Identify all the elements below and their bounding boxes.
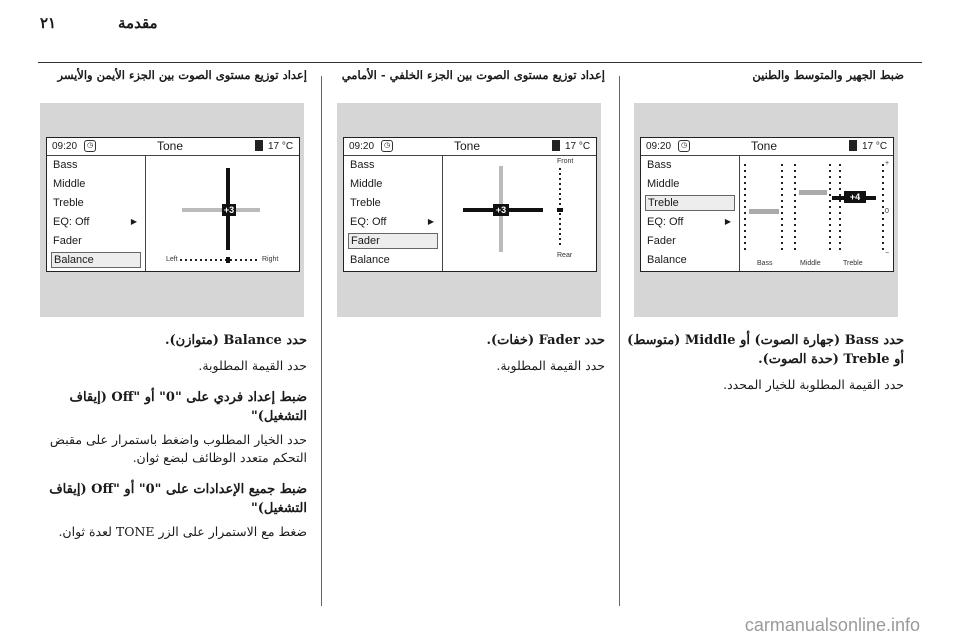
display bbox=[343, 137, 597, 272]
menu-item-bass[interactable]: Bass bbox=[350, 159, 375, 171]
axis-label-rear: Rear bbox=[557, 252, 573, 259]
bass-level-bar bbox=[749, 209, 779, 214]
clock-icon: ◷ bbox=[381, 140, 393, 152]
menu-item-treble[interactable]: Treble bbox=[350, 197, 381, 209]
menu-item-bass[interactable]: Bass bbox=[647, 159, 672, 171]
paragraph: حدد الخيار المطلوب واضغط باستمرار على مقبض التحكم متعدد الوظائف لبضع ثوان. bbox=[49, 431, 307, 465]
paragraph: حدد Bass (جهارة الصوت) أو Middle (متوسط) أو Treble (حدة الصوت). bbox=[627, 333, 904, 367]
menu-item-eq[interactable]: EQ: Off ▶ bbox=[647, 216, 731, 228]
menu-item-balance[interactable]: Balance bbox=[51, 252, 141, 268]
axis-label-left: Left bbox=[166, 256, 178, 263]
clock-icon: ◷ bbox=[84, 140, 96, 152]
column-tone bbox=[624, 68, 904, 82]
menu-item-eq[interactable]: EQ: Off ▶ bbox=[350, 216, 434, 228]
section-title: مقدمة bbox=[118, 14, 158, 32]
temperature: 17 °C bbox=[565, 141, 591, 152]
page-number: ٢١ bbox=[40, 14, 57, 32]
menu-item-treble[interactable]: Treble bbox=[645, 195, 735, 211]
menu-item-middle[interactable]: Middle bbox=[53, 178, 86, 190]
menu-item-balance[interactable]: Balance bbox=[647, 254, 687, 266]
axis-label-right: Right bbox=[262, 256, 279, 263]
paragraph: حدد القيمة المطلوبة. bbox=[198, 357, 307, 373]
display bbox=[640, 137, 894, 272]
paragraph: ضبط جميع الإعدادات على "0" أو "Off (إيقاف التشغيل)" bbox=[49, 481, 307, 516]
display bbox=[46, 137, 300, 272]
menu-item-eq[interactable]: EQ: Off ▶ bbox=[53, 216, 137, 228]
balance-knob[interactable]: +3 bbox=[223, 205, 235, 215]
screen-fader bbox=[337, 103, 601, 317]
screen-balance bbox=[40, 103, 304, 317]
column-title: إعداد توزيع مستوى الصوت بين الجزء الخلفي - الأمامي bbox=[341, 68, 605, 82]
fader-scale-marker bbox=[557, 208, 563, 212]
paragraph: حدد Fader (خفات). bbox=[486, 333, 605, 348]
tone-menu bbox=[47, 156, 146, 271]
balance-area bbox=[146, 156, 299, 271]
axis-label-treble: Treble bbox=[843, 260, 863, 267]
column-divider bbox=[619, 76, 620, 606]
menu-item-treble[interactable]: Treble bbox=[53, 197, 84, 209]
column-fader-text bbox=[325, 332, 605, 375]
paragraph: ضبط إعداد فردي على "0" أو "Off (إيقاف التشغيل)" bbox=[69, 389, 307, 424]
column-title: إعداد توزيع مستوى الصوت بين الجزء الأيمن والأيسر bbox=[57, 68, 307, 82]
scale-mark-minus: − bbox=[885, 250, 890, 257]
thermometer-icon bbox=[255, 140, 263, 151]
tone-menu bbox=[641, 156, 740, 271]
clock-time: 09:20 bbox=[646, 141, 672, 152]
clock-icon: ◷ bbox=[678, 140, 690, 152]
balance-horizontal-bar bbox=[182, 208, 260, 212]
fader-knob[interactable]: +3 bbox=[493, 204, 509, 216]
paragraph: حدد القيمة المطلوبة. bbox=[496, 357, 605, 373]
scale-mark-zero: 0 bbox=[885, 208, 889, 215]
column-divider bbox=[321, 76, 322, 606]
screen-title: Tone bbox=[751, 139, 778, 153]
thermometer-icon bbox=[849, 140, 857, 151]
arrow-right-icon: ▶ bbox=[427, 217, 434, 226]
treble-knob[interactable]: +4 bbox=[844, 191, 866, 203]
column-tone-text bbox=[624, 332, 904, 394]
menu-item-fader[interactable]: Fader bbox=[348, 233, 438, 249]
screen-title: Tone bbox=[454, 139, 481, 153]
column-balance-text bbox=[27, 332, 307, 541]
fader-area bbox=[443, 156, 596, 271]
fader-graph bbox=[443, 156, 595, 268]
thermometer-icon bbox=[552, 140, 560, 151]
equalizer-graph bbox=[740, 156, 892, 268]
column-balance bbox=[27, 68, 307, 82]
menu-item-middle[interactable]: Middle bbox=[647, 178, 680, 190]
middle-level-bar bbox=[799, 190, 827, 195]
axis-label-front: Front bbox=[557, 158, 574, 165]
watermark: carmanualsonline.info bbox=[744, 615, 920, 635]
temperature: 17 °C bbox=[268, 141, 294, 152]
status-bar bbox=[641, 138, 893, 156]
column-fader bbox=[325, 68, 605, 82]
menu-item-balance[interactable]: Balance bbox=[350, 254, 390, 266]
temperature: 17 °C bbox=[862, 141, 888, 152]
status-bar bbox=[344, 138, 596, 156]
tone-menu bbox=[344, 156, 443, 271]
menu-item-middle[interactable]: Middle bbox=[350, 178, 383, 190]
paragraph: ضغط مع الاستمرار على الزر TONE لعدة ثوان. bbox=[58, 523, 307, 539]
axis-label-middle: Middle bbox=[800, 260, 821, 267]
menu-item-bass[interactable]: Bass bbox=[53, 159, 78, 171]
screen-title: Tone bbox=[157, 139, 184, 153]
clock-time: 09:20 bbox=[349, 141, 375, 152]
balance-scale-marker bbox=[226, 257, 230, 263]
equalizer-area bbox=[740, 156, 893, 271]
status-bar bbox=[47, 138, 299, 156]
column-title: ضبط الجهير والمتوسط والطنين bbox=[752, 68, 904, 82]
menu-item-fader[interactable]: Fader bbox=[53, 235, 82, 247]
arrow-right-icon: ▶ bbox=[130, 217, 137, 226]
paragraph: حدد القيمة المطلوبة للخيار المحدد. bbox=[723, 376, 904, 392]
paragraph: حدد Balance (متوازن). bbox=[164, 333, 307, 348]
menu-item-fader[interactable]: Fader bbox=[647, 235, 676, 247]
screen-tone bbox=[634, 103, 898, 317]
scale-mark-plus: + bbox=[885, 160, 890, 167]
axis-label-bass: Bass bbox=[757, 260, 773, 267]
clock-time: 09:20 bbox=[52, 141, 78, 152]
arrow-right-icon: ▶ bbox=[724, 217, 731, 226]
header-rule bbox=[38, 62, 922, 63]
